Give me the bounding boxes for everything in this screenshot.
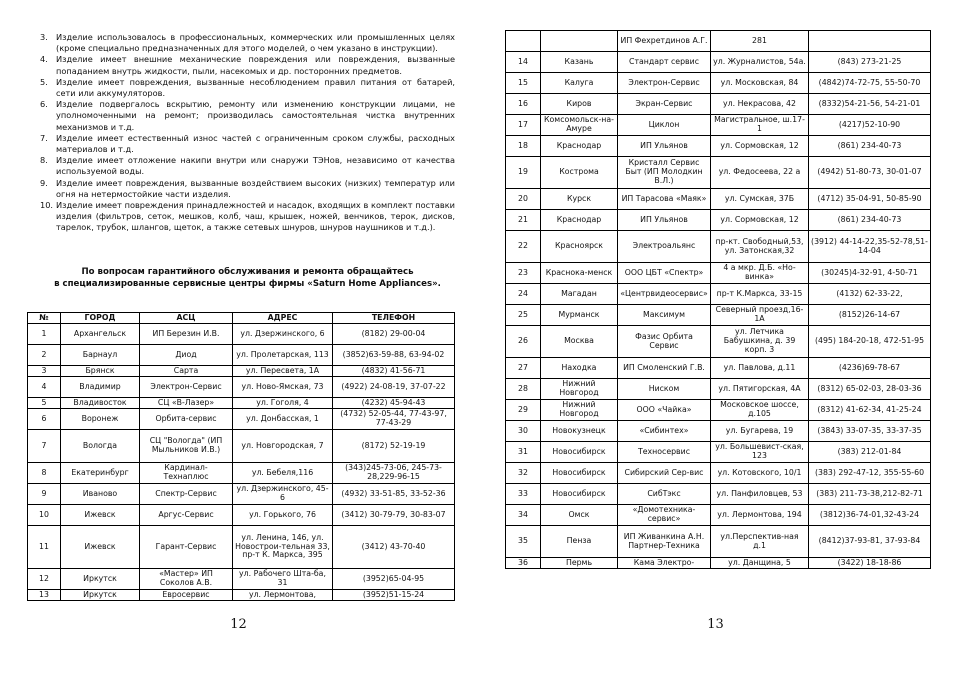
cell-service-center: Максимум	[618, 305, 711, 326]
cell-address: ул. Пятигорская, 4А	[711, 379, 809, 400]
cell-service-center: Евросервис	[140, 590, 233, 601]
cell-city: Новокузнецк	[541, 421, 618, 442]
cell-service-center: «Мастер» ИП Соколов А.В.	[140, 569, 233, 590]
cell-city: Краснодар	[541, 136, 618, 157]
table-row	[28, 463, 455, 484]
cell-city: Иваново	[61, 484, 140, 505]
cell-phone: (4132) 62-33-22,	[809, 284, 931, 305]
cell-phone: (3412) 43-70-40	[333, 526, 455, 569]
cell-phone: (4217)52-10-90	[809, 115, 931, 136]
cell-phone: (4842)74-72-75, 55-50-70	[809, 73, 931, 94]
warranty-exclusion-list	[40, 32, 455, 234]
cell-address: ул. Донбасская, 1	[233, 409, 333, 430]
cell-address: ул. Рабочего Шта-ба, 31	[233, 569, 333, 590]
table-row	[506, 210, 931, 231]
cell-number	[506, 31, 541, 52]
cell-city: Новосибирск	[541, 484, 618, 505]
cell-phone: (8332)54-21-56, 54-21-01	[809, 94, 931, 115]
service-centers-table-right	[505, 30, 931, 569]
cell-address: ул. Дзержинского, 6	[233, 324, 333, 345]
cell-service-center: «Домотехника-сервис»	[618, 505, 711, 526]
table-row	[28, 409, 455, 430]
exclusion-text: Изделие имеет внешние механические повреждения или повреждения, вызванные попаданием внутрь жидкости, пыли, насекомых и др. посторонних предметов.	[56, 54, 455, 76]
cell-address: ул. Бугарева, 19	[711, 421, 809, 442]
cell-service-center: Сарта	[140, 366, 233, 377]
cell-address: ул. Лермонтова, 194	[711, 505, 809, 526]
cell-city: Ижевск	[61, 505, 140, 526]
cell-phone: (8312) 65-02-03, 28-03-36	[809, 379, 931, 400]
cell-city: Магадан	[541, 284, 618, 305]
cell-number: 13	[28, 590, 61, 601]
exclusion-text: Изделие имеет естественный износ частей с ограниченным сроком службы, расходных материалов и т.д.	[56, 132, 455, 155]
table-row	[28, 590, 455, 601]
cell-phone: (4942) 51-80-73, 30-01-07	[809, 157, 931, 189]
cell-number: 32	[506, 463, 541, 484]
cell-number: 19	[506, 157, 541, 189]
heading-line-2: в специализированные сервисные центры фирмы «Saturn Home Appliances».	[54, 279, 441, 289]
cell-number: 24	[506, 284, 541, 305]
cell-address: Магистральное, ш.17-1	[711, 115, 809, 136]
cell-phone: (8312) 41-62-34, 41-25-24	[809, 400, 931, 421]
cell-phone: (4236)69-78-67	[809, 358, 931, 379]
exclusion-text: Изделие имеет повреждения, вызванные воздействием высоких (низких) температур или огня на нетермостойкие части изделия.	[56, 177, 455, 199]
table-row	[28, 430, 455, 463]
cell-phone: (8172) 52-19-19	[333, 430, 455, 463]
cell-number: 29	[506, 400, 541, 421]
cell-phone: (8412)37-93-81, 37-93-84	[809, 526, 931, 558]
cell-city: Красноярск	[541, 231, 618, 263]
cell-city: Воронеж	[61, 409, 140, 430]
table-row	[506, 505, 931, 526]
cell-address: ул. Федосеева, 22 а	[711, 157, 809, 189]
exclusion-item	[40, 99, 455, 133]
cell-service-center: СЦ "Вологда" (ИП Мыльников И.В.)	[140, 430, 233, 463]
cell-service-center: «Центрвидеосервис»	[618, 284, 711, 305]
cell-city: Барнаул	[61, 345, 140, 366]
cell-phone: (343)245-73-06, 245-73-28,229-96-15	[333, 463, 455, 484]
table-row	[506, 73, 931, 94]
page-number: 13	[707, 617, 724, 632]
cell-service-center: Кристалл Сервис Быт (ИП Молодкин В.Л.)	[618, 157, 711, 189]
exclusion-item	[40, 155, 455, 177]
cell-phone: (495) 184-20-18, 472-51-95	[809, 326, 931, 358]
exclusion-text: Изделие имеет повреждения, вызванные несоблюдением правил питания от батарей, сети или аккумуляторов.	[56, 76, 455, 99]
cell-number: 7	[28, 430, 61, 463]
cell-service-center: ИП Фехретдинов А.Г.	[618, 31, 711, 52]
cell-number: 33	[506, 484, 541, 505]
header-address: АДРЕС	[233, 313, 333, 324]
exclusion-text: Изделие использовалось в профессиональных, коммерческих или промышленных целях (кроме специально предназначенных для этого моделей, о чем указано в инструкции).	[56, 32, 455, 54]
cell-number: 5	[28, 398, 61, 409]
cell-phone: (4932) 33-51-85, 33-52-36	[333, 484, 455, 505]
cell-address: Северный проезд,16-1А	[711, 305, 809, 326]
cell-service-center: ИП Березин И.В.	[140, 324, 233, 345]
cell-city: Комсомольск-на-Амуре	[541, 115, 618, 136]
table-row	[506, 115, 931, 136]
cell-address: ул. Горького, 76	[233, 505, 333, 526]
cell-city: Брянск	[61, 366, 140, 377]
cell-service-center: ИП Живанкина А.Н. Партнер-Техника	[618, 526, 711, 558]
table-row	[28, 484, 455, 505]
exclusion-text: Изделие подвергалось вскрытию, ремонту или изменению конструкции лицами, не уполномоченными на ремонт; производилась самостоятельная чистка внутренних механизмов и т.д.	[56, 99, 455, 132]
cell-city: Краснодар	[541, 210, 618, 231]
cell-city	[541, 31, 618, 52]
cell-number: 27	[506, 358, 541, 379]
cell-service-center: Орбита-сервис	[140, 409, 233, 430]
cell-service-center: Кардинал-Технаплюс	[140, 463, 233, 484]
cell-city: Москва	[541, 326, 618, 358]
cell-number: 17	[506, 115, 541, 136]
cell-number: 20	[506, 189, 541, 210]
cell-phone: (4732) 52-05-44, 77-43-97, 77-43-29	[333, 409, 455, 430]
cell-address: ул. Сумская, 37Б	[711, 189, 809, 210]
table-row	[506, 52, 931, 73]
cell-service-center: Циклон	[618, 115, 711, 136]
cell-phone: (861) 234-40-73	[809, 136, 931, 157]
cell-phone: (3952)51-15-24	[333, 590, 455, 601]
table-row	[506, 31, 931, 52]
cell-number: 10	[28, 505, 61, 526]
cell-city: Пермь	[541, 558, 618, 569]
cell-service-center: Экран-Сервис	[618, 94, 711, 115]
table-row	[506, 442, 931, 463]
table-row	[28, 366, 455, 377]
exclusion-number: 6.	[40, 99, 48, 110]
cell-number: 31	[506, 442, 541, 463]
cell-service-center: Кама Электро-	[618, 558, 711, 569]
table-row	[506, 400, 931, 421]
cell-phone: (3843) 33-07-35, 33-37-35	[809, 421, 931, 442]
cell-phone: (30245)4-32-91, 4-50-71	[809, 263, 931, 284]
cell-address: 281	[711, 31, 809, 52]
cell-service-center: Электрон-Сервис	[618, 73, 711, 94]
table-row	[506, 526, 931, 558]
cell-phone: (4832) 41-56-71	[333, 366, 455, 377]
cell-address: ул.Перспектив-ная д.1	[711, 526, 809, 558]
exclusion-text: Изделие имеет повреждения принадлежностей и насадок, входящих в комплект поставки изделия (фильтров, сеток, мешков, колб, чаш, крышек, ножей, венчиков, терок, дисков, тарелок, трубок, шлангов, щеток, а также сетевых шнуров, шнуров наушников и т.д.).	[56, 200, 455, 233]
table-row	[28, 398, 455, 409]
cell-address: ул. Котовского, 10/1	[711, 463, 809, 484]
cell-city: Нижний Новгород	[541, 400, 618, 421]
exclusion-number: 3.	[40, 32, 48, 42]
cell-service-center: СЦ «В-Лазер»	[140, 398, 233, 409]
cell-city: Киров	[541, 94, 618, 115]
exclusion-item	[40, 32, 455, 54]
cell-number: 21	[506, 210, 541, 231]
header-city: ГОРОД	[61, 313, 140, 324]
table-row	[506, 358, 931, 379]
cell-city: Нижний Новгород	[541, 379, 618, 400]
cell-city: Владивосток	[61, 398, 140, 409]
table-row	[506, 157, 931, 189]
cell-city: Иркутск	[61, 590, 140, 601]
cell-address: пр-т К.Маркса, 33-15	[711, 284, 809, 305]
exclusion-number: 9.	[40, 177, 48, 188]
cell-phone: (3912) 44-14-22,35-52-78,51-14-04	[809, 231, 931, 263]
cell-city: Владимир	[61, 377, 140, 398]
cell-address: ул. Лермонтова,	[233, 590, 333, 601]
cell-service-center: Фазис Орбита Сервис	[618, 326, 711, 358]
cell-number: 2	[28, 345, 61, 366]
cell-phone: (3952)65-04-95	[333, 569, 455, 590]
cell-number: 28	[506, 379, 541, 400]
service-centers-heading	[40, 266, 455, 290]
cell-address: ул. Некрасова, 42	[711, 94, 809, 115]
cell-city: Мурманск	[541, 305, 618, 326]
cell-address: ул. Ленина, 146, ул. Новострои-тельная 33, пр-т К. Маркса, 395	[233, 526, 333, 569]
cell-service-center: ИП Ульянов	[618, 210, 711, 231]
table-row	[28, 345, 455, 366]
cell-number: 16	[506, 94, 541, 115]
cell-service-center: «Сибинтех»	[618, 421, 711, 442]
table-row	[506, 284, 931, 305]
cell-address: ул. Бебеля,116	[233, 463, 333, 484]
cell-address: ул. Московская, 84	[711, 73, 809, 94]
cell-address: 4 а мкр. Д.Б. «Но-винка»	[711, 263, 809, 284]
cell-address: ул. Журналистов, 54а.	[711, 52, 809, 73]
header-number: №	[28, 313, 61, 324]
cell-city: Пенза	[541, 526, 618, 558]
cell-phone: (383) 212-01-84	[809, 442, 931, 463]
cell-service-center: ИП Ульянов	[618, 136, 711, 157]
cell-number: 18	[506, 136, 541, 157]
cell-service-center: Сибирский Сер-вис	[618, 463, 711, 484]
cell-address: ул. Павлова, д.11	[711, 358, 809, 379]
cell-city: Курск	[541, 189, 618, 210]
exclusion-number: 5.	[40, 76, 48, 87]
cell-city: Омск	[541, 505, 618, 526]
cell-service-center: Гарант-Сервис	[140, 526, 233, 569]
cell-number: 14	[506, 52, 541, 73]
cell-address: ул. Пересвета, 1А	[233, 366, 333, 377]
cell-service-center: СибТэкс	[618, 484, 711, 505]
table-row	[28, 377, 455, 398]
table-row	[28, 526, 455, 569]
cell-address: ул. Данщина, 5	[711, 558, 809, 569]
cell-phone: (383) 211-73-38,212-82-71	[809, 484, 931, 505]
cell-service-center: ООО «Чайка»	[618, 400, 711, 421]
table-row	[506, 189, 931, 210]
cell-number: 22	[506, 231, 541, 263]
page-number: 12	[230, 617, 247, 632]
cell-city: Казань	[541, 52, 618, 73]
cell-phone: (8182) 29-00-04	[333, 324, 455, 345]
cell-service-center: Спектр-Сервис	[140, 484, 233, 505]
cell-city: Вологда	[61, 430, 140, 463]
cell-city: Ижевск	[61, 526, 140, 569]
exclusion-number: 7.	[40, 132, 48, 143]
cell-city: Калуга	[541, 73, 618, 94]
table-row	[506, 558, 931, 569]
exclusion-text: Изделие имеет отложение накипи внутри или снаружи ТЭНов, независимо от качества используемой воды.	[56, 155, 455, 177]
table-row	[28, 324, 455, 345]
cell-address: ул. Ново-Ямская, 73	[233, 377, 333, 398]
cell-number: 23	[506, 263, 541, 284]
cell-address: ул. Новгородская, 7	[233, 430, 333, 463]
cell-number: 4	[28, 377, 61, 398]
exclusion-item	[40, 200, 455, 234]
table-row	[506, 326, 931, 358]
cell-service-center: ИП Тарасова «Маяк»	[618, 189, 711, 210]
cell-number: 12	[28, 569, 61, 590]
cell-number: 6	[28, 409, 61, 430]
right-page	[477, 0, 954, 675]
cell-phone: (3422) 18-18-86	[809, 558, 931, 569]
cell-city: Новосибирск	[541, 442, 618, 463]
cell-address: Московское шоссе, д.105	[711, 400, 809, 421]
cell-phone: (4922) 24-08-19, 37-07-22	[333, 377, 455, 398]
cell-number: 1	[28, 324, 61, 345]
cell-number: 26	[506, 326, 541, 358]
cell-phone: (843) 273-21-25	[809, 52, 931, 73]
cell-address: ул. Панфиловцев, 53	[711, 484, 809, 505]
exclusion-item	[40, 178, 455, 200]
table-row	[506, 463, 931, 484]
cell-number: 3	[28, 366, 61, 377]
cell-service-center: Ниском	[618, 379, 711, 400]
cell-phone: (3412) 30-79-79, 30-83-07	[333, 505, 455, 526]
table-row	[506, 305, 931, 326]
table-header-row	[28, 313, 455, 324]
cell-address: пр-кт. Свободный,53, ул. Затонская,32	[711, 231, 809, 263]
cell-phone: (4232) 45-94-43	[333, 398, 455, 409]
heading-line-1: По вопросам гарантийного обслуживания и ремонта обращайтесь	[81, 267, 414, 277]
cell-address: ул. Летчика Бабушкина, д. 39 корп. 3	[711, 326, 809, 358]
cell-city: Краснока-менск	[541, 263, 618, 284]
cell-phone: (3812)36-74-01,32-43-24	[809, 505, 931, 526]
cell-number: 25	[506, 305, 541, 326]
exclusion-number: 4.	[40, 54, 48, 65]
cell-phone: (861) 234-40-73	[809, 210, 931, 231]
service-centers-table-left	[27, 312, 455, 601]
cell-number: 36	[506, 558, 541, 569]
cell-city: Екатеринбург	[61, 463, 140, 484]
exclusion-number: 10.	[40, 200, 54, 211]
table-row	[506, 484, 931, 505]
cell-service-center: Техносервис	[618, 442, 711, 463]
header-service-center: АСЦ	[140, 313, 233, 324]
cell-number: 9	[28, 484, 61, 505]
table-row	[506, 136, 931, 157]
cell-number: 35	[506, 526, 541, 558]
cell-service-center: Электроальянс	[618, 231, 711, 263]
cell-city: Кострома	[541, 157, 618, 189]
cell-service-center: Диод	[140, 345, 233, 366]
cell-address: ул. Гоголя, 4	[233, 398, 333, 409]
cell-address: ул. Дзержинского, 45-6	[233, 484, 333, 505]
cell-address: ул. Сормовская, 12	[711, 210, 809, 231]
cell-address: ул. Сормовская, 12	[711, 136, 809, 157]
table-row	[506, 231, 931, 263]
cell-phone: (4712) 35-04-91, 50-85-90	[809, 189, 931, 210]
table-row	[506, 94, 931, 115]
cell-city: Архангельск	[61, 324, 140, 345]
cell-phone	[809, 31, 931, 52]
table-row	[28, 505, 455, 526]
header-phone: ТЕЛЕФОН	[333, 313, 455, 324]
cell-number: 11	[28, 526, 61, 569]
cell-address: ул. Пролетарская, 113	[233, 345, 333, 366]
cell-city: Находка	[541, 358, 618, 379]
cell-service-center: ООО ЦБТ «Спектр»	[618, 263, 711, 284]
exclusion-item	[40, 77, 455, 99]
cell-address: ул. Большевист-ская, 123	[711, 442, 809, 463]
cell-city: Иркутск	[61, 569, 140, 590]
cell-number: 15	[506, 73, 541, 94]
cell-number: 8	[28, 463, 61, 484]
table-row	[506, 421, 931, 442]
cell-number: 34	[506, 505, 541, 526]
cell-city: Новосибирск	[541, 463, 618, 484]
exclusion-item	[40, 133, 455, 155]
cell-phone: (383) 292-47-12, 355-55-60	[809, 463, 931, 484]
cell-number: 30	[506, 421, 541, 442]
table-row	[506, 263, 931, 284]
cell-service-center: ИП Смоленский Г.В.	[618, 358, 711, 379]
cell-phone: (8152)26-14-67	[809, 305, 931, 326]
cell-service-center: Электрон-Сервис	[140, 377, 233, 398]
table-row	[506, 379, 931, 400]
cell-service-center: Стандарт сервис	[618, 52, 711, 73]
exclusion-item	[40, 54, 455, 76]
cell-service-center: Аргус-Сервис	[140, 505, 233, 526]
table-row	[28, 569, 455, 590]
exclusion-number: 8.	[40, 155, 48, 166]
cell-phone: (3852)63-59-88, 63-94-02	[333, 345, 455, 366]
